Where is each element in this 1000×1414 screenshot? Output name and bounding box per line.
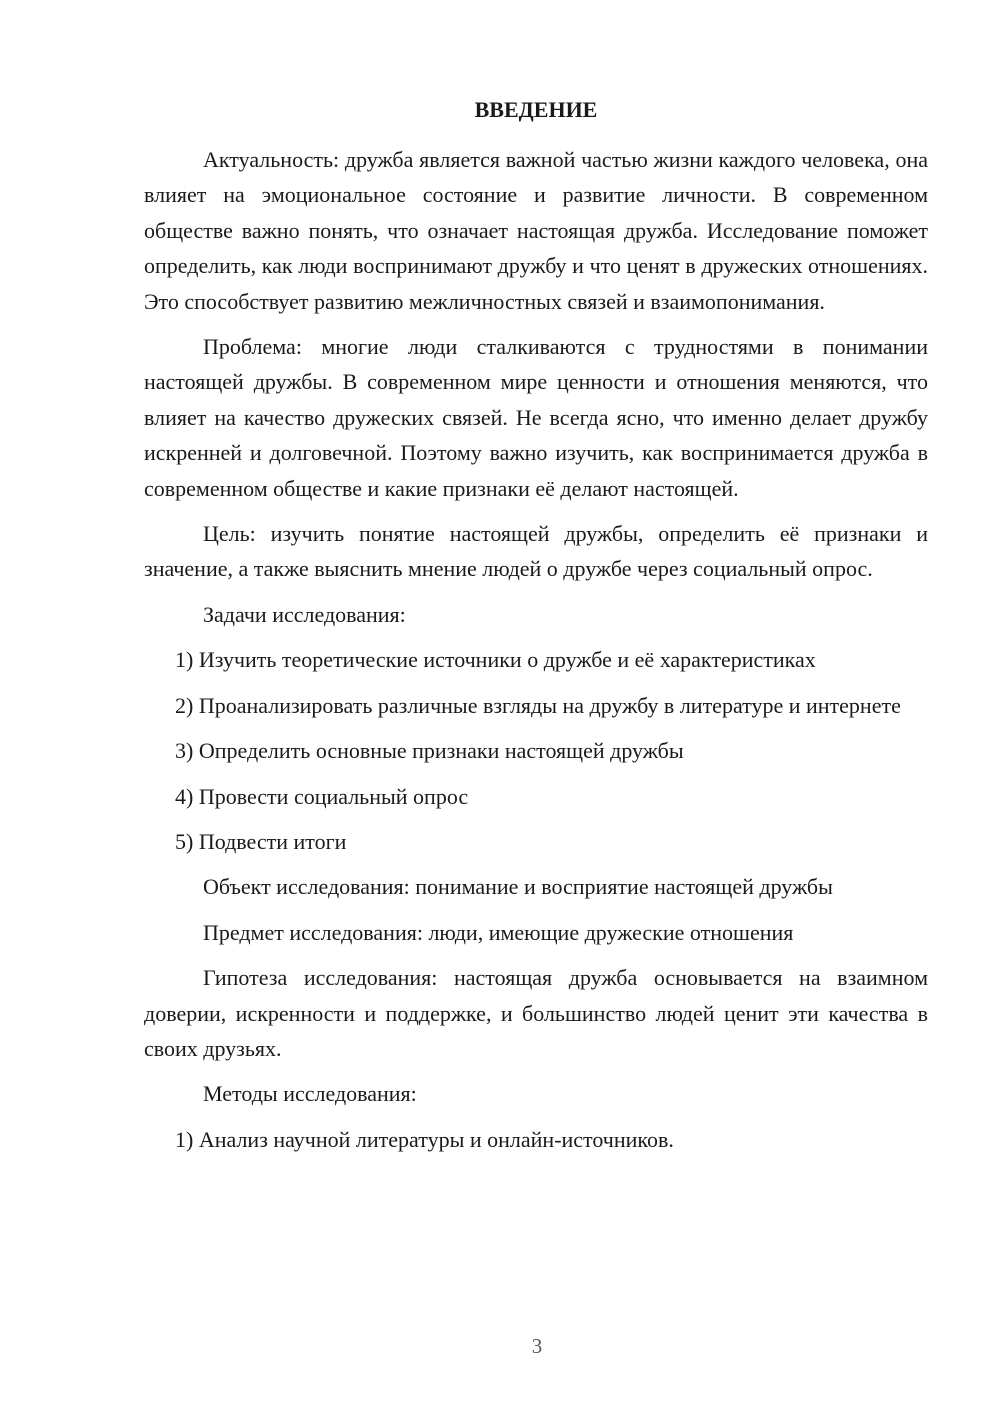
page-number: 3 <box>531 1334 543 1358</box>
method-item: 1) Анализ научной литературы и онлайн-источников. <box>175 1126 674 1152</box>
hypothesis-paragraph: Гипотеза исследования: настоящая дружба основывается на взаимном доверии, искренности и поддержке, и большинство людей ценит эти качества в своих друзьях. <box>144 965 928 1061</box>
page-title: ВВЕДЕНИЕ <box>474 97 598 122</box>
methods-heading: Методы исследования: <box>203 1081 417 1107</box>
task-item: 1) Изучить теоретические источники о дружбе и её характеристиках <box>175 647 816 673</box>
goal-paragraph: Цель: изучить понятие настоящей дружбы, определить её признаки и значение, а также выяснить мнение людей о дружбе через социальный опрос. <box>144 521 928 582</box>
document-page <box>144 96 928 1167</box>
relevance-paragraph: Актуальность: дружба является важной частью жизни каждого человека, она влияет на эмоциональное состояние и развитие личности. В современном обществе важно понять, что означает настоящая дружба. Исследование поможет определить, как люди воспринимают дружбу и что ценят в дружеских отношениях. Это способствует развитию межличностных связей и взаимопонимания. <box>144 147 928 314</box>
problem-paragraph: Проблема: многие люди сталкиваются с трудностями в понимании настоящей дружбы. В современном мире ценности и отношения меняются, что влияет на качество дружеских связей. Не всегда ясно, что именно делает дружбу искренней и долговечной. Поэтому важно изучить, как воспринимается дружба в современном обществе и какие признаки её делают настоящей. <box>144 334 928 501</box>
task-item: 5) Подвести итоги <box>175 828 347 854</box>
object-paragraph: Объект исследования: понимание и восприятие настоящей дружбы <box>203 874 833 900</box>
tasks-heading: Задачи исследования: <box>203 601 406 627</box>
subject-paragraph: Предмет исследования: люди, имеющие дружеские отношения <box>203 919 794 945</box>
task-item: 4) Провести социальный опрос <box>175 783 469 809</box>
task-item: 3) Определить основные признаки настоящей дружбы <box>175 738 684 764</box>
task-item: 2) Проанализировать различные взгляды на дружбу в литературе и интернете <box>175 692 901 718</box>
